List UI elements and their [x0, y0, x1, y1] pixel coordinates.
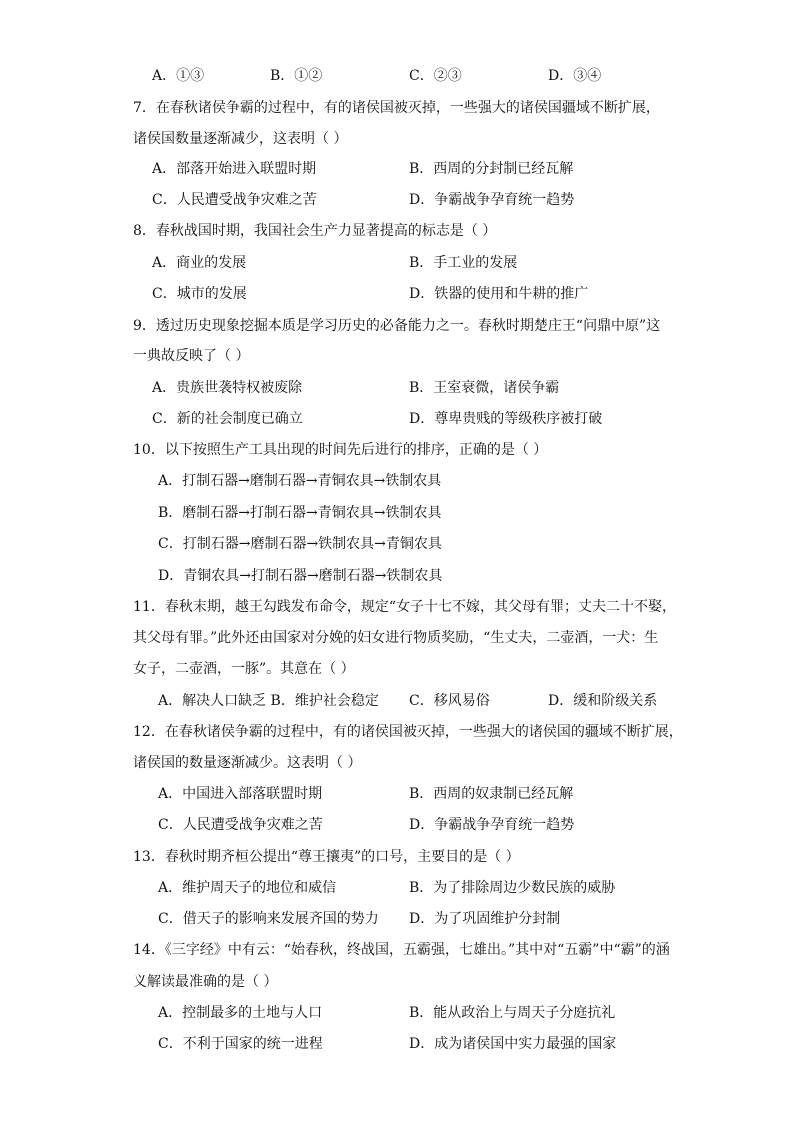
question-text-line: 12．在春秋诸侯争霸的过程中，有的诸侯国被灭掉，一些强大的诸侯国的疆域不断扩展，	[133, 724, 683, 740]
question-text-line: 7．在春秋诸侯争霸的过程中，有的诸侯国被灭掉，一些强大的诸侯国疆域不断扩展，	[133, 100, 660, 116]
answer-option: A．中国进入部落联盟时期	[158, 786, 323, 802]
answer-option: C．新的社会制度已确立	[152, 411, 303, 427]
answer-option: C．城市的发展	[152, 286, 247, 302]
answer-option: A．贵族世袭特权被废除	[152, 380, 303, 396]
question-text-line: 一典故反映了（ ）	[133, 348, 250, 364]
answer-option: D．青铜农具→打制石器→磨制石器→铁制农具	[158, 568, 443, 584]
answer-option: D．成为诸侯国中实力最强的国家	[409, 1036, 617, 1052]
question-text-line: 诸侯国数量逐渐减少，这表明（ ）	[133, 131, 348, 147]
answer-option: B．为了排除周边少数民族的威胁	[409, 880, 616, 896]
answer-option: A．部落开始进入联盟时期	[152, 161, 317, 177]
question-text-line: 女子，二壶酒，一豚”。其意在（ ）	[133, 661, 355, 677]
answer-option: C．②③	[409, 68, 462, 84]
question-text-line: 9．透过历史现象挖掘本质是学习历史的必备能力之一。春秋时期楚庄王“问鼎中原”这	[133, 318, 661, 334]
answer-option: B．手工业的发展	[409, 255, 518, 271]
question-text-line: 13．春秋时期齐桓公提出“尊王攘夷”的口号，主要目的是（ ）	[133, 849, 520, 865]
question-text-line: 诸侯国的数量逐渐减少。这表明（ ）	[133, 755, 362, 771]
answer-option: D．争霸战争孕育统一趋势	[409, 192, 575, 208]
answer-option: C．人民遭受战争灾难之苦	[158, 817, 323, 833]
answer-option: D．缓和阶级关系	[548, 693, 658, 709]
answer-option: A．①③	[152, 68, 205, 84]
answer-option: C．打制石器→磨制石器→铁制农具→青铜农具	[158, 536, 442, 552]
question-text-line: 10．以下按照生产工具出现的时间先后进行的排序，正确的是（ ）	[133, 442, 548, 458]
answer-option: D．尊卑贵贱的等级秩序被打破	[409, 411, 603, 427]
answer-option: D．铁器的使用和牛耕的推广	[409, 286, 589, 302]
question-text-line: 义解读最准确的是（ ）	[133, 974, 278, 990]
answer-option: C．人民遭受战争灾难之苦	[152, 192, 317, 208]
answer-option: C．移风易俗	[409, 693, 490, 709]
answer-option: A．解决人口缺乏 B．维护社会稳定	[158, 693, 379, 709]
answer-option: B．西周的分封制已经瓦解	[409, 161, 574, 177]
answer-option: A．打制石器→磨制石器→青铜农具→铁制农具	[158, 473, 442, 489]
question-text-line: 11．春秋末期，越王勾践发布命令，规定“女子十七不嫁，其父母有罪；丈夫二十不娶，	[133, 599, 676, 615]
answer-option: B．西周的奴隶制已经瓦解	[409, 786, 574, 802]
answer-option: A．维护周天子的地位和威信	[158, 880, 337, 896]
answer-option: C．不利于国家的统一进程	[158, 1036, 323, 1052]
answer-option: B．磨制石器→打制石器→青铜农具→铁制农具	[158, 505, 442, 521]
question-text-line: 8．春秋战国时期，我国社会生产力显著提高的标志是（ ）	[133, 223, 497, 239]
answer-option: D．争霸战争孕育统一趋势	[409, 817, 575, 833]
answer-option: B．王室衰微，诸侯争霸	[409, 380, 560, 396]
answer-option: A．控制最多的土地与人口	[158, 1005, 323, 1021]
answer-option: D．为了巩固维护分封制	[409, 911, 561, 927]
answer-option: A．商业的发展	[152, 255, 247, 271]
answer-option: C．借天子的影响来发展齐国的势力	[158, 911, 379, 927]
answer-option: B．①②	[270, 68, 323, 84]
answer-option: D．③④	[548, 68, 602, 84]
question-text-line: 其父母有罪。”此外还由国家对分娩的妇女进行物质奖励，“生丈夫，二壶酒，一犬：生	[133, 630, 659, 646]
question-text-line: 14．《三字经》中有云：“始春秋，终战国，五霸强，七雄出。”其中对“五霸”中“霸”的涵	[133, 942, 670, 958]
answer-option: B．能从政治上与周天子分庭抗礼	[409, 1005, 616, 1021]
